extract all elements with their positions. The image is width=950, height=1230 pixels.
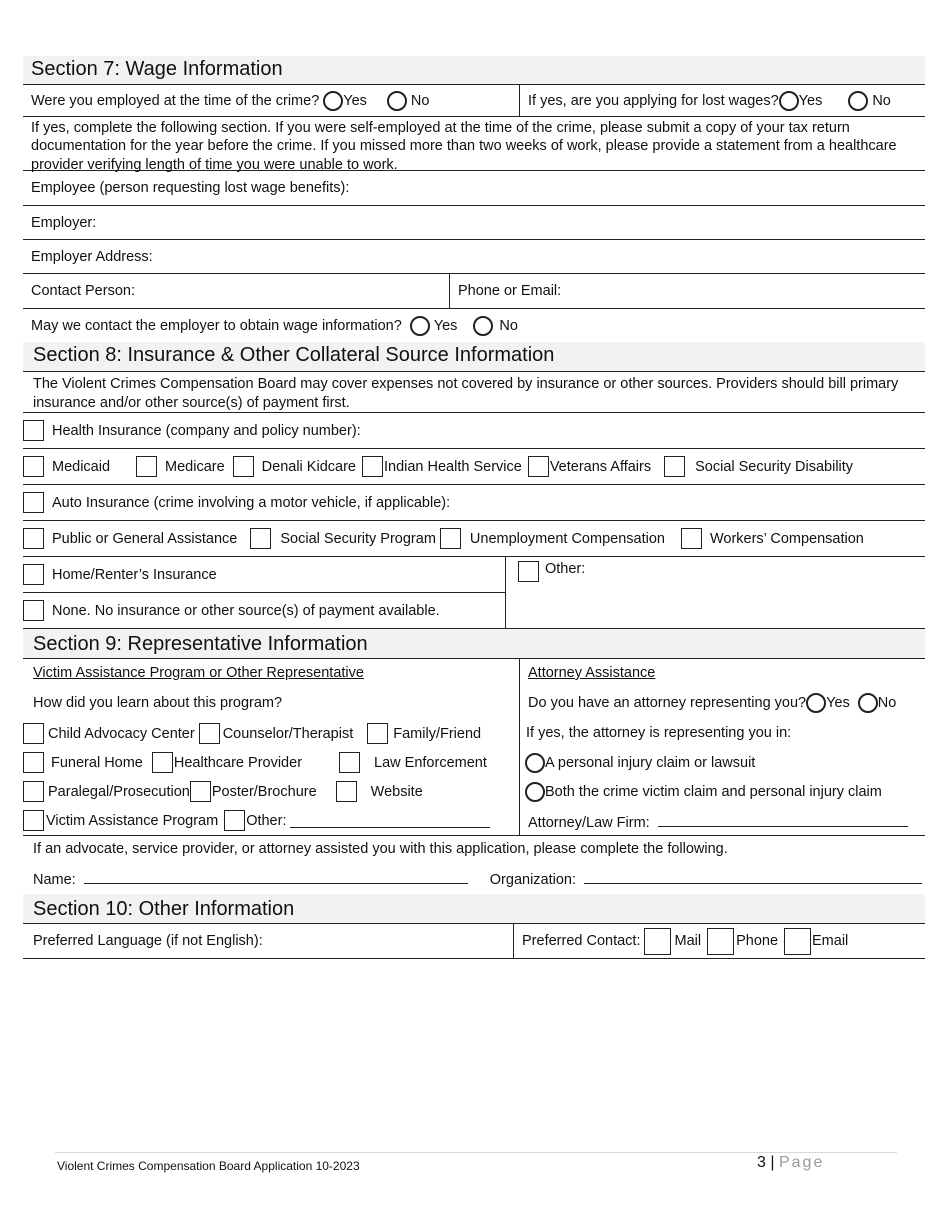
contact-email-option[interactable]: Email	[784, 928, 848, 955]
learn-other-option[interactable]: Other:	[224, 810, 286, 831]
assistance-programs-row	[23, 521, 925, 557]
attorney-question: Do you have an attorney representing you?	[528, 695, 807, 711]
learn-other-input[interactable]	[290, 814, 490, 828]
attorney-yes-radio[interactable]	[806, 693, 826, 713]
lost-wages-no-option[interactable]: No	[848, 91, 891, 111]
contact-email-checkbox[interactable]	[784, 928, 811, 955]
other-insurance-checkbox[interactable]	[518, 561, 539, 582]
unemployment-checkbox[interactable]	[440, 528, 461, 549]
organization-input[interactable]	[584, 870, 922, 884]
lost-wages-yes-radio[interactable]	[779, 91, 799, 111]
workers-comp-checkbox[interactable]	[681, 528, 702, 549]
both-claims-option[interactable]: Both the crime victim claim and personal injury claim	[525, 782, 882, 806]
victim-assistance-option[interactable]: Victim Assistance Program	[23, 810, 218, 831]
no-insurance-checkbox[interactable]	[23, 600, 44, 621]
lost-wages-no-radio[interactable]	[848, 91, 868, 111]
other-info-row	[23, 923, 925, 959]
contact-employer-cell	[23, 309, 526, 342]
medicaid-option[interactable]: Medicaid	[23, 456, 110, 477]
representative-left	[23, 659, 519, 835]
other-insurance-option[interactable]: Other:	[518, 561, 585, 582]
no-insurance-row	[23, 593, 505, 628]
website-option[interactable]: Website	[336, 781, 423, 802]
other-insurance-right	[505, 557, 925, 628]
counselor-checkbox[interactable]	[199, 723, 220, 744]
form-name: Violent Crimes Compensation Board Application 10-2023	[57, 1159, 360, 1173]
public-assistance-option[interactable]: Public or General Assistance	[23, 528, 237, 549]
healthcare-provider-checkbox[interactable]	[152, 752, 173, 773]
contact-employer-no-option[interactable]: No	[473, 316, 518, 336]
attorney-heading: Attorney Assistance	[528, 665, 656, 681]
section-10-title: Section 10: Other Information	[23, 894, 925, 923]
law-enforcement-checkbox[interactable]	[339, 752, 360, 773]
child-advocacy-checkbox[interactable]	[23, 723, 44, 744]
denali-kidcare-option[interactable]: Denali Kidcare	[233, 456, 356, 477]
page-separator: |	[770, 1154, 775, 1171]
lost-wages-cell	[519, 85, 925, 116]
preferred-contact-cell	[513, 924, 925, 958]
attorney-right	[519, 659, 925, 835]
both-claims-radio[interactable]	[525, 782, 545, 802]
poster-option[interactable]: Poster/Brochure	[190, 781, 317, 802]
representative-block	[23, 658, 925, 836]
child-advocacy-option[interactable]: Child Advocacy Center	[23, 723, 195, 744]
employed-question: Were you employed at the time of the crime?	[31, 92, 320, 109]
healthcare-provider-option[interactable]: Healthcare Provider	[152, 752, 302, 773]
employer-address-row[interactable]	[23, 240, 925, 274]
attorney-firm-label: Attorney/Law Firm:	[528, 815, 650, 831]
ss-disability-option[interactable]: Social Security Disability	[664, 456, 853, 477]
auto-insurance-row	[23, 485, 925, 521]
employed-yes-option[interactable]: Yes	[323, 91, 367, 111]
home-renter-option[interactable]: Home/Renter’s Insurance	[23, 564, 217, 585]
contact-phone-checkbox[interactable]	[707, 928, 734, 955]
workers-comp-option[interactable]: Workers’ Compensation	[681, 528, 864, 549]
contact-employer-row	[23, 309, 925, 342]
employed-no-radio[interactable]	[387, 91, 407, 111]
contact-employer-question: May we contact the employer to obtain wage information?	[31, 317, 402, 334]
employer-label: Employer:	[31, 214, 97, 231]
instructions-row	[23, 117, 925, 171]
phone-email-label: Phone or Email:	[458, 283, 562, 299]
page-number: 3	[757, 1154, 766, 1171]
health-insurance-option[interactable]	[23, 420, 361, 441]
medicare-option[interactable]: Medicare	[136, 456, 225, 477]
contact-row	[23, 274, 925, 309]
section-9-title: Section 9: Representative Information	[23, 629, 925, 658]
indian-health-checkbox[interactable]	[362, 456, 383, 477]
attorney-yes-option[interactable]: Yes	[806, 693, 850, 713]
insurance-intro: The Violent Crimes Compensation Board may cover expenses not covered by insurance or other sources. Providers should bill primary insurance and/or other source(s) of payment first.	[33, 376, 899, 411]
page-word: Page	[778, 1154, 825, 1171]
page-footer	[55, 1152, 897, 1182]
application-form	[23, 56, 925, 959]
employee-label: Employee (person requesting lost wage benefits):	[31, 180, 350, 196]
family-friend-option[interactable]: Family/Friend	[367, 723, 481, 744]
employer-address-label: Employer Address:	[31, 248, 153, 265]
indian-health-option[interactable]: Indian Health Service	[362, 456, 522, 477]
learn-row-1	[23, 723, 481, 744]
medicare-checkbox[interactable]	[136, 456, 157, 477]
home-renter-checkbox[interactable]	[23, 564, 44, 585]
counselor-option[interactable]: Counselor/Therapist	[199, 723, 354, 744]
preferred-contact-label: Preferred Contact:	[522, 933, 641, 949]
phone-email-field[interactable]	[449, 274, 925, 308]
learn-question: How did you learn about this program?	[33, 695, 283, 711]
contact-mail-checkbox[interactable]	[644, 928, 671, 955]
insurance-intro-row	[23, 371, 925, 413]
ss-program-option[interactable]: Social Security Program	[250, 528, 436, 549]
funeral-home-checkbox[interactable]	[23, 752, 44, 773]
contact-person-field[interactable]	[23, 274, 449, 308]
personal-injury-radio[interactable]	[525, 753, 545, 773]
language-label: Preferred Language (if not English):	[33, 933, 263, 949]
attorney-question-row	[528, 693, 896, 713]
family-friend-checkbox[interactable]	[367, 723, 388, 744]
public-assistance-checkbox[interactable]	[23, 528, 44, 549]
section-8-title: Section 8: Insurance & Other Collateral Source Information	[23, 342, 925, 371]
employed-yes-radio[interactable]	[323, 91, 343, 111]
learn-row-2	[23, 752, 487, 773]
attorney-rep-in-text: If yes, the attorney is representing you in:	[526, 725, 792, 741]
poster-checkbox[interactable]	[190, 781, 211, 802]
auto-insurance-option[interactable]	[23, 492, 450, 513]
contact-employer-yes-option[interactable]: Yes	[410, 316, 458, 336]
attorney-firm-input[interactable]	[658, 813, 908, 827]
learn-other-checkbox[interactable]	[224, 810, 245, 831]
lost-wages-yes-option[interactable]: Yes	[779, 91, 823, 111]
contact-person-label: Contact Person:	[31, 283, 135, 299]
ss-program-checkbox[interactable]	[250, 528, 271, 549]
contact-mail-option[interactable]: Mail	[644, 928, 701, 955]
health-insurance-label: Health Insurance (company and policy number):	[52, 422, 361, 439]
paralegal-option[interactable]: Paralegal/Prosecution	[23, 781, 190, 802]
victim-assistance-checkbox[interactable]	[23, 810, 44, 831]
section-7-title: Section 7: Wage Information	[23, 56, 925, 84]
website-checkbox[interactable]	[336, 781, 357, 802]
employed-no-option[interactable]: No	[387, 91, 430, 111]
personal-injury-option[interactable]: A personal injury claim or lawsuit	[525, 753, 755, 777]
contact-employer-no-radio[interactable]	[473, 316, 493, 336]
no-insurance-option[interactable]: None. No insurance or other source(s) of payment available.	[23, 600, 440, 621]
paralegal-checkbox[interactable]	[23, 781, 44, 802]
attorney-no-option[interactable]: No	[858, 693, 897, 713]
home-renter-row	[23, 557, 505, 593]
organization-label: Organization:	[489, 872, 577, 888]
medicaid-checkbox[interactable]	[23, 456, 44, 477]
auto-insurance-checkbox[interactable]	[23, 492, 44, 513]
language-field[interactable]	[23, 924, 513, 958]
employment-row	[23, 84, 925, 117]
law-enforcement-option[interactable]: Law Enforcement	[339, 752, 487, 773]
employer-row[interactable]	[23, 206, 925, 240]
veterans-affairs-option[interactable]: Veterans Affairs	[528, 456, 651, 477]
attorney-no-radio[interactable]	[858, 693, 878, 713]
veterans-affairs-checkbox[interactable]	[528, 456, 549, 477]
health-insurance-row	[23, 413, 925, 449]
page-indicator	[757, 1154, 824, 1172]
denali-kidcare-checkbox[interactable]	[233, 456, 254, 477]
wage-instructions: If yes, complete the following section. If you were self-employed at the time of the crime, please submit a copy of your tax return documentation for the year before the crime. If you missed more than two weeks of work, please provide a statement from a healthcare provider verifying length of time you were unable to work.	[31, 120, 897, 173]
other-insurance-left	[23, 557, 505, 628]
health-insurance-checkbox[interactable]	[23, 420, 44, 441]
learn-row-3	[23, 781, 423, 802]
victim-program-heading: Victim Assistance Program or Other Representative	[33, 665, 364, 681]
health-programs-row	[23, 449, 925, 485]
learn-row-4	[23, 810, 490, 831]
ss-disability-checkbox[interactable]	[664, 456, 685, 477]
auto-insurance-label: Auto Insurance (crime involving a motor vehicle, if applicable):	[52, 494, 451, 511]
advocate-fields-row	[23, 865, 925, 894]
employed-question-cell	[23, 85, 519, 116]
advocate-name-label: Name:	[33, 872, 76, 888]
advocate-name-input[interactable]	[84, 870, 468, 884]
contact-employer-yes-radio[interactable]	[410, 316, 430, 336]
contact-phone-option[interactable]: Phone	[707, 928, 778, 955]
other-insurance-block	[23, 557, 925, 629]
advocate-note: If an advocate, service provider, or attorney assisted you with this application, please complete the following.	[33, 841, 728, 857]
unemployment-option[interactable]: Unemployment Compensation	[440, 528, 665, 549]
funeral-home-option[interactable]: Funeral Home	[23, 752, 143, 773]
lost-wages-question: If yes, are you applying for lost wages?	[528, 92, 779, 109]
attorney-firm-row	[528, 813, 908, 831]
